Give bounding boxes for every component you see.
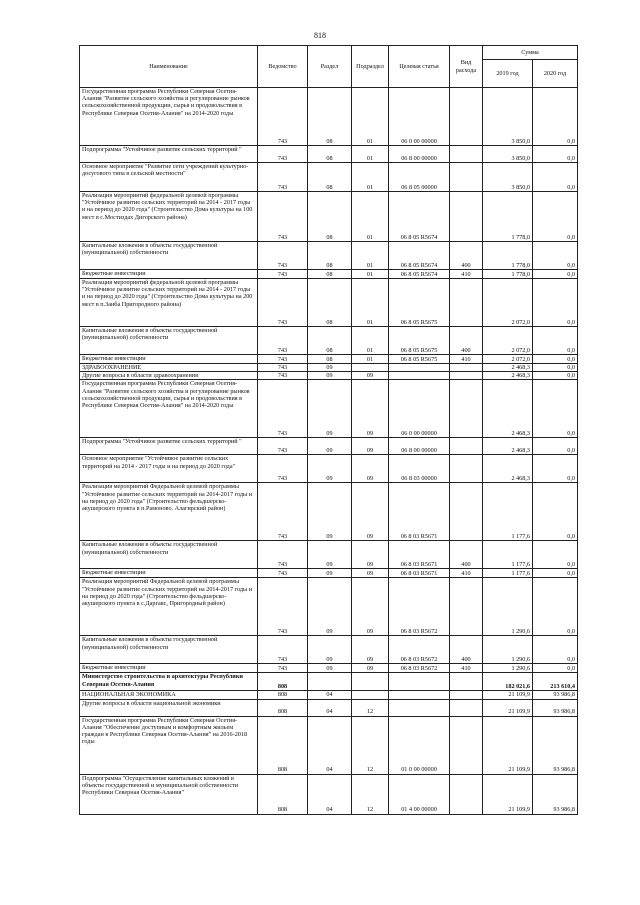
row-subsection: 09 <box>352 372 389 380</box>
row-subsection: 09 <box>352 380 389 438</box>
row-sum-2019: 2 468,3 <box>483 380 533 438</box>
header-subsection: Подраздел <box>352 46 389 88</box>
row-exp-type <box>450 192 483 242</box>
row-exp-type: 400 <box>450 242 483 270</box>
row-dept: 743 <box>258 146 308 163</box>
table-row <box>80 699 578 716</box>
row-sum-2019: 21 109,9 <box>483 699 533 716</box>
row-sum-2020: 0,0 <box>533 483 578 541</box>
row-name: Бюджетные инвестиции <box>80 355 258 364</box>
row-subsection: 09 <box>352 438 389 455</box>
row-subsection: 09 <box>352 636 389 664</box>
table-row <box>80 774 578 814</box>
row-dept: 743 <box>258 163 308 192</box>
row-target: 06 8 00 00000 <box>389 146 450 163</box>
row-subsection: 09 <box>352 664 389 673</box>
row-section: 09 <box>308 569 352 578</box>
row-subsection: 01 <box>352 242 389 270</box>
row-target: 01 0 00 00000 <box>389 716 450 774</box>
row-section: 09 <box>308 578 352 636</box>
row-target <box>389 673 450 691</box>
row-dept: 743 <box>258 483 308 541</box>
table-row <box>80 270 578 279</box>
page-number: 818 <box>314 31 326 40</box>
row-sum-2020: 93 986,8 <box>533 699 578 716</box>
row-target: 01 4 00 00000 <box>389 774 450 814</box>
table-row <box>80 455 578 483</box>
row-subsection: 01 <box>352 163 389 192</box>
row-sum-2019: 1 778,0 <box>483 270 533 279</box>
row-name: Реализация мероприятий Федеральной целевой программы "Устойчивое развитие сельских территорий на 2014-2017 годы и на период до 2020 года" (Строительство фельдшерско-акушерского пункта в с.Даргавс, Пригородный район) <box>80 578 258 636</box>
row-exp-type <box>450 88 483 146</box>
row-section: 09 <box>308 541 352 569</box>
row-name: Подпрограмма "Устойчивое развитие сельских территорий " <box>80 146 258 163</box>
row-exp-type <box>450 699 483 716</box>
row-section: 08 <box>308 327 352 355</box>
header-name: Наименование <box>80 46 258 88</box>
row-target <box>389 364 450 372</box>
table-row <box>80 578 578 636</box>
row-section: 04 <box>308 774 352 814</box>
row-sum-2020: 0,0 <box>533 578 578 636</box>
row-section: 08 <box>308 88 352 146</box>
row-subsection: 09 <box>352 541 389 569</box>
row-dept: 743 <box>258 636 308 664</box>
row-name: Другие вопросы в области национальной экономики <box>80 699 258 716</box>
header-dept: Ведомство <box>258 46 308 88</box>
row-sum-2019: 1 290,6 <box>483 636 533 664</box>
table-row <box>80 327 578 355</box>
row-exp-type <box>450 380 483 438</box>
row-exp-type: 410 <box>450 664 483 673</box>
row-target: 06 8 05 00000 <box>389 163 450 192</box>
row-dept: 743 <box>258 242 308 270</box>
row-target: 06 8 05 R5674 <box>389 242 450 270</box>
table-row <box>80 569 578 578</box>
row-sum-2019: 1 290,6 <box>483 664 533 673</box>
header-target: Целевая статья <box>389 46 450 88</box>
header-2020: 2020 год <box>533 60 578 88</box>
row-name: Основное мероприятие "Развитие сети учреждений культурно-досугового типа в сельской местности" <box>80 163 258 192</box>
row-dept: 743 <box>258 355 308 364</box>
table-row <box>80 691 578 699</box>
row-sum-2019: 1 177,6 <box>483 483 533 541</box>
row-dept: 743 <box>258 541 308 569</box>
row-exp-type <box>450 716 483 774</box>
row-section: 09 <box>308 438 352 455</box>
row-section: 08 <box>308 192 352 242</box>
row-exp-type <box>450 438 483 455</box>
row-subsection: 12 <box>352 699 389 716</box>
table-row <box>80 716 578 774</box>
table-row <box>80 664 578 673</box>
row-sum-2019: 21 109,9 <box>483 691 533 699</box>
row-section: 04 <box>308 699 352 716</box>
row-exp-type <box>450 774 483 814</box>
row-exp-type <box>450 691 483 699</box>
table-row <box>80 146 578 163</box>
row-subsection: 01 <box>352 146 389 163</box>
row-sum-2019: 2 072,0 <box>483 279 533 327</box>
row-name: Бюджетные инвестиции <box>80 569 258 578</box>
table-row <box>80 88 578 146</box>
row-target: 06 8 03 R5671 <box>389 541 450 569</box>
row-name: Другие вопросы в области здравоохранения <box>80 372 258 380</box>
table-row <box>80 380 578 438</box>
row-dept: 743 <box>258 364 308 372</box>
row-dept: 743 <box>258 88 308 146</box>
row-name: ЗДРАВООХРАНЕНИЕ <box>80 364 258 372</box>
row-exp-type: 410 <box>450 355 483 364</box>
header-sum: Сумма <box>483 46 578 60</box>
row-name: Реализация мероприятий Федеральной целевой программы "Устойчивое развитие сельских территорий на 2014-2017 годы и на период до 2020 года" (Строительство фельдшерско-акушерского пункта в п.Рамоново. Алагирский район) <box>80 483 258 541</box>
row-section: 08 <box>308 146 352 163</box>
row-section: 04 <box>308 691 352 699</box>
row-exp-type: 400 <box>450 541 483 569</box>
row-exp-type: 400 <box>450 636 483 664</box>
table-body <box>80 88 578 815</box>
row-sum-2020: 0,0 <box>533 242 578 270</box>
row-dept: 743 <box>258 192 308 242</box>
row-subsection <box>352 673 389 691</box>
row-exp-type <box>450 279 483 327</box>
row-dept: 808 <box>258 774 308 814</box>
row-subsection: 01 <box>352 270 389 279</box>
row-target: 06 0 00 00000 <box>389 88 450 146</box>
row-dept: 743 <box>258 372 308 380</box>
row-sum-2020: 93 986,8 <box>533 691 578 699</box>
row-subsection: 09 <box>352 455 389 483</box>
row-target: 06 8 03 R5672 <box>389 636 450 664</box>
row-subsection: 09 <box>352 483 389 541</box>
row-dept: 808 <box>258 699 308 716</box>
table-row <box>80 242 578 270</box>
row-section: 08 <box>308 270 352 279</box>
header-exp-type: Вид расхода <box>450 46 483 88</box>
row-exp-type <box>450 578 483 636</box>
row-name: Основное мероприятие "Устойчивое развитие сельских территорий на 2014 - 2017 годы и на период до 2020 года" <box>80 455 258 483</box>
table-row <box>80 636 578 664</box>
row-section: 08 <box>308 163 352 192</box>
row-name: Государственная программа Республики Северная Осетия-Алания "Развитие сельского хозяйства и регулирование рынков сельскохозяйственной продукции, сырья и продовольствия в Республике Северная Осетия-Алания" на 2014-2020 годы <box>80 380 258 438</box>
row-target: 06 8 05 R5675 <box>389 355 450 364</box>
row-name: Государственная программа Республики Северная Осетия-Алания "Обеспечение доступным и комфортным жильем граждан в Республике Северная Осетия-Алания" на 2016-2018 годы <box>80 716 258 774</box>
row-sum-2019: 2 468,3 <box>483 438 533 455</box>
row-subsection: 01 <box>352 355 389 364</box>
row-dept: 743 <box>258 569 308 578</box>
row-sum-2019: 2 072,0 <box>483 355 533 364</box>
row-sum-2020: 0,0 <box>533 664 578 673</box>
row-sum-2020: 213 610,4 <box>533 673 578 691</box>
row-section: 04 <box>308 716 352 774</box>
row-name: Реализация мероприятий федеральной целевой программы "Устойчивое развитие сельских территорий на 2014 - 2017 годы и на период до 2020 года" (Строительство Дома культуры на 200 мест в п.Заиба Пригородного района) <box>80 279 258 327</box>
table-row <box>80 438 578 455</box>
row-target <box>389 691 450 699</box>
row-exp-type <box>450 146 483 163</box>
row-sum-2019: 1 177,6 <box>483 541 533 569</box>
row-section: 09 <box>308 372 352 380</box>
row-sum-2020: 93 986,8 <box>533 716 578 774</box>
row-name: Бюджетные инвестиции <box>80 664 258 673</box>
row-name: Капитальные вложения в объекты государственной (муниципальной) собственности <box>80 242 258 270</box>
row-subsection <box>352 364 389 372</box>
row-sum-2020: 0,0 <box>533 279 578 327</box>
row-sum-2019: 3 850,0 <box>483 163 533 192</box>
row-name: Министерство строительства и архитектуры Республики Северная Осетия-Алания <box>80 673 258 691</box>
table-row <box>80 163 578 192</box>
row-subsection: 12 <box>352 774 389 814</box>
row-exp-type <box>450 163 483 192</box>
row-sum-2019: 1 778,0 <box>483 192 533 242</box>
row-exp-type <box>450 483 483 541</box>
row-sum-2019: 2 468,3 <box>483 455 533 483</box>
row-subsection: 09 <box>352 578 389 636</box>
row-dept: 743 <box>258 327 308 355</box>
row-sum-2019: 3 850,0 <box>483 146 533 163</box>
table-row <box>80 355 578 364</box>
row-dept: 743 <box>258 270 308 279</box>
table-row <box>80 192 578 242</box>
row-dept: 743 <box>258 438 308 455</box>
header-2019: 2019 год <box>483 60 533 88</box>
row-exp-type: 410 <box>450 270 483 279</box>
row-sum-2019: 2 072,0 <box>483 327 533 355</box>
row-target: 06 8 00 00000 <box>389 438 450 455</box>
header-section: Раздел <box>308 46 352 88</box>
row-section: 09 <box>308 483 352 541</box>
row-dept: 743 <box>258 455 308 483</box>
row-dept: 743 <box>258 380 308 438</box>
row-exp-type <box>450 372 483 380</box>
row-target: 06 8 05 R5675 <box>389 327 450 355</box>
row-sum-2019: 2 468,3 <box>483 372 533 380</box>
row-dept: 743 <box>258 578 308 636</box>
row-subsection: 01 <box>352 88 389 146</box>
row-subsection: 09 <box>352 569 389 578</box>
row-sum-2020: 0,0 <box>533 380 578 438</box>
row-subsection: 01 <box>352 279 389 327</box>
row-sum-2020: 0,0 <box>533 88 578 146</box>
row-subsection <box>352 691 389 699</box>
row-target: 06 8 03 00000 <box>389 455 450 483</box>
table-row <box>80 364 578 372</box>
row-sum-2020: 93 986,8 <box>533 774 578 814</box>
row-sum-2020: 0,0 <box>533 364 578 372</box>
row-sum-2019: 1 778,0 <box>483 242 533 270</box>
row-section: 09 <box>308 636 352 664</box>
row-sum-2020: 0,0 <box>533 636 578 664</box>
row-section <box>308 673 352 691</box>
row-section: 09 <box>308 380 352 438</box>
row-dept: 808 <box>258 716 308 774</box>
row-sum-2020: 0,0 <box>533 438 578 455</box>
row-subsection: 01 <box>352 192 389 242</box>
row-sum-2019: 1 290,6 <box>483 578 533 636</box>
row-target: 06 8 03 R5672 <box>389 664 450 673</box>
row-exp-type <box>450 455 483 483</box>
row-dept: 808 <box>258 673 308 691</box>
row-exp-type <box>450 364 483 372</box>
table-row <box>80 541 578 569</box>
row-name: Государственная программа Республики Северная Осетия-Алания "Развитие сельского хозяйства и регулирование рынков сельскохозяйственной продукции, сырья и продовольствия в Республике Северная Осетия-Алания" на 2014-2020 годы <box>80 88 258 146</box>
row-dept: 808 <box>258 691 308 699</box>
row-sum-2019: 2 468,3 <box>483 364 533 372</box>
row-exp-type <box>450 673 483 691</box>
table-row <box>80 279 578 327</box>
row-dept: 743 <box>258 279 308 327</box>
row-sum-2019: 21 109,9 <box>483 774 533 814</box>
row-dept: 743 <box>258 664 308 673</box>
row-sum-2020: 0,0 <box>533 569 578 578</box>
row-name: Подпрограмма "Осуществление капитальных вложений в объекты государственной и муниципальной собственности Республики Северная Осетия-Алания" <box>80 774 258 814</box>
row-section: 08 <box>308 279 352 327</box>
table-row <box>80 372 578 380</box>
row-subsection: 12 <box>352 716 389 774</box>
row-target: 06 8 03 R5672 <box>389 578 450 636</box>
row-sum-2020: 0,0 <box>533 455 578 483</box>
row-section: 08 <box>308 355 352 364</box>
row-section: 09 <box>308 664 352 673</box>
row-section: 09 <box>308 455 352 483</box>
row-target <box>389 699 450 716</box>
row-target: 06 8 03 R5671 <box>389 569 450 578</box>
row-target: 06 8 05 R5675 <box>389 279 450 327</box>
row-target: 06 0 00 00000 <box>389 380 450 438</box>
row-sum-2019: 21 109,9 <box>483 716 533 774</box>
row-section: 09 <box>308 364 352 372</box>
row-sum-2020: 0,0 <box>533 372 578 380</box>
row-section: 08 <box>308 242 352 270</box>
row-name: Капитальные вложения в объекты государственной (муниципальной) собственности <box>80 636 258 664</box>
row-name: НАЦИОНАЛЬНАЯ ЭКОНОМИКА <box>80 691 258 699</box>
row-exp-type: 410 <box>450 569 483 578</box>
row-exp-type: 400 <box>450 327 483 355</box>
row-target: 06 8 05 R5674 <box>389 192 450 242</box>
row-target: 06 8 03 R5671 <box>389 483 450 541</box>
row-name: Бюджетные инвестиции <box>80 270 258 279</box>
row-sum-2020: 0,0 <box>533 355 578 364</box>
row-subsection: 01 <box>352 327 389 355</box>
row-sum-2020: 0,0 <box>533 541 578 569</box>
row-sum-2019: 3 850,0 <box>483 88 533 146</box>
row-target <box>389 372 450 380</box>
table-row <box>80 483 578 541</box>
row-sum-2020: 0,0 <box>533 327 578 355</box>
row-target: 06 8 05 R5674 <box>389 270 450 279</box>
table-row <box>80 673 578 691</box>
budget-table <box>79 45 578 815</box>
row-sum-2019: 182 021,6 <box>483 673 533 691</box>
row-sum-2020: 0,0 <box>533 192 578 242</box>
row-name: Капитальные вложения в объекты государственной (муниципальной) собственности <box>80 541 258 569</box>
row-name: Капитальные вложения в объекты государственной (муниципальной) собственности <box>80 327 258 355</box>
row-name: Подпрограмма "Устойчивое развитие сельских территорий " <box>80 438 258 455</box>
row-sum-2020: 0,0 <box>533 270 578 279</box>
row-sum-2019: 1 177,6 <box>483 569 533 578</box>
row-name: Реализация мероприятий федеральной целевой программы "Устойчивое развитие сельских территорий на 2014 - 2017 годы и на период до 2020 года" (Строительство Дома культуры на 100 мест в с.Мостиздах Дигорского района) <box>80 192 258 242</box>
row-sum-2020: 0,0 <box>533 163 578 192</box>
row-sum-2020: 0,0 <box>533 146 578 163</box>
